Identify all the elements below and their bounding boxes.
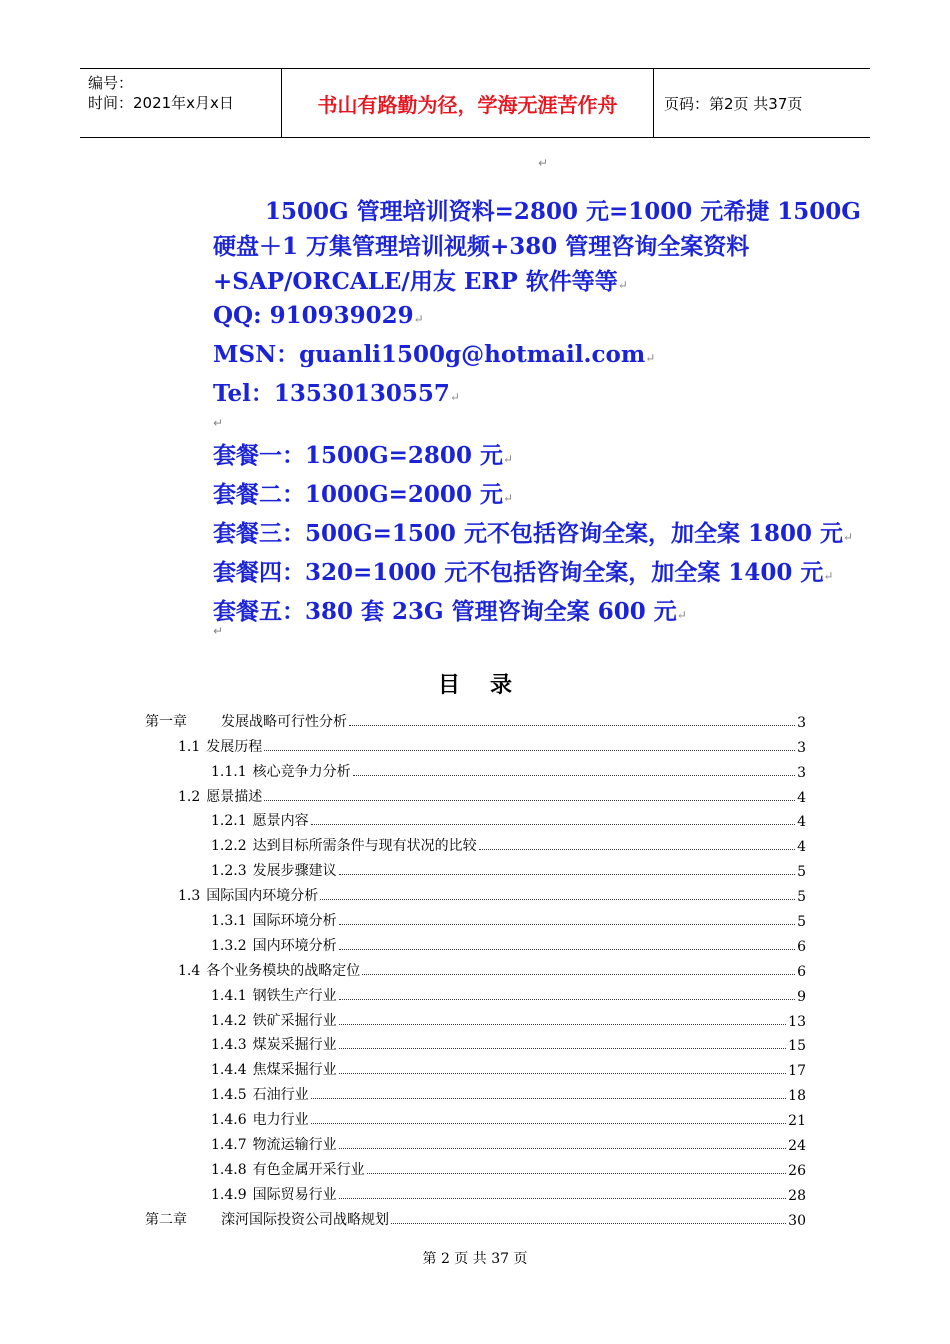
toc-entry-page: 5 [797,889,806,906]
toc-dot-leader [349,724,795,726]
toc-entry-title: 发展战略可行性分析 [221,713,347,730]
toc-entry[interactable] [145,1079,806,1104]
toc-entry[interactable] [145,806,806,831]
toc-entry-title: 焦煤采掘行业 [252,1062,337,1079]
header-number-label: 编号： [88,74,134,92]
toc-entry-title: 电力行业 [252,1112,309,1129]
toc-entry[interactable] [145,706,806,731]
toc-entry-page: 30 [788,1212,806,1229]
toc-entry[interactable] [145,1030,806,1055]
toc-entry[interactable] [145,1005,806,1030]
toc-entry-number: 1.4.7 [211,1137,247,1154]
toc-entry-label [145,860,337,880]
paragraph-mark: ↵ [502,491,514,505]
promo-tel [213,376,873,415]
toc-entry[interactable] [145,1054,806,1079]
toc-entry-page: 4 [797,814,806,831]
paragraph-mark: ↵ [617,278,628,292]
paragraph-mark: ↵ [502,452,514,466]
toc-entry-page: 18 [788,1088,806,1105]
toc-entry[interactable] [145,855,806,880]
toc-entry-number: 1.1.1 [211,763,247,780]
header-motto: 书山有路勤为径，学海无涯苦作舟 [282,69,654,137]
toc-dot-leader [339,948,795,950]
package-item [213,477,873,516]
package-text: 套餐二：1000G=2000 元 [213,481,503,508]
header-meta [80,69,282,137]
header-page-info: 页码：第2页 共37页 [664,94,803,113]
toc-dot-leader [339,873,795,875]
toc-entry-page: 21 [788,1113,806,1130]
toc-entry-number: 第二章 [145,1211,187,1228]
toc-entry-label [145,1159,365,1179]
toc-entry[interactable] [145,731,806,756]
toc-entry-number: 1.4.2 [211,1012,247,1029]
promo-packages [213,438,873,633]
toc-entry-title: 铁矿采掘行业 [252,1012,337,1029]
toc-entry-title: 国际国内环境分析 [206,888,319,905]
promo-qq [213,298,873,337]
toc-entry-page: 6 [797,963,806,980]
toc-dot-leader [320,898,795,900]
toc-entry-label [145,1010,337,1030]
toc-entry-number: 1.4.5 [211,1087,247,1104]
toc-entry[interactable] [145,1204,806,1229]
toc-entry-label [145,1059,337,1079]
toc-entry-label [145,935,337,955]
toc-entry-label [145,885,318,905]
toc-entry-label [145,786,262,806]
toc-entry-number: 1.4.8 [211,1161,247,1178]
toc-entry-title: 石油行业 [252,1087,309,1104]
toc-entry-title: 发展历程 [206,738,263,755]
toc-entry[interactable] [145,1179,806,1204]
toc-entry-page: 3 [797,739,806,756]
toc-entry-title: 国内环境分析 [252,937,337,954]
toc-entry-page: 17 [788,1063,806,1080]
toc-entry-page: 24 [788,1138,806,1155]
promo-contacts [213,298,873,415]
toc-entry-title: 国际贸易行业 [252,1186,337,1203]
toc-entry[interactable] [145,1129,806,1154]
package-text: 套餐五：380 套 23G 管理咨询全案 600 元 [213,598,677,625]
toc-entry-number: 第一章 [145,713,187,730]
toc-entry-number: 1.4.6 [211,1112,247,1129]
toc-dot-leader [264,749,795,751]
toc-entry-label [145,761,351,781]
toc-dot-leader [339,923,795,925]
toc-entry-title: 国际环境分析 [252,913,337,930]
page-header [80,68,870,138]
package-item [213,438,873,477]
toc-dot-leader [362,973,795,975]
toc-dot-leader [311,823,795,825]
toc-dot-leader [479,848,795,850]
toc-entry-number: 1.4 [178,962,201,979]
toc-entry[interactable] [145,905,806,930]
package-text: 套餐一：1500G=2800 元 [213,442,503,469]
toc-entry-number: 1.4.9 [211,1186,247,1203]
paragraph-mark: ↵ [823,569,834,583]
package-text: 套餐四：320=1000 元不包括咨询全案，加全案 1400 元 [213,559,824,586]
toc-dot-leader [339,1147,787,1149]
toc-entry-page: 9 [797,988,806,1005]
toc-entry-page: 5 [797,914,806,931]
toc-entry[interactable] [145,930,806,955]
toc-dot-leader [264,799,795,801]
toc-entry-title: 滦河国际投资公司战略规划 [221,1211,389,1228]
toc-entry-number: 1.4.3 [211,1037,247,1054]
toc-entry-label [145,1209,389,1229]
toc-entry-title: 发展步骤建议 [252,863,337,880]
toc-entry-label [145,1109,309,1129]
toc-entry[interactable] [145,980,806,1005]
toc-entry-title: 煤炭采掘行业 [252,1037,337,1054]
toc-dot-leader [339,1072,787,1074]
toc-entry-title: 达到目标所需条件与现有状况的比较 [252,838,477,855]
toc-entry-title: 各个业务模块的战略定位 [206,962,361,979]
tel-text: Tel：13530130557 [213,380,450,407]
promo-headline-text: 1500G 管理培训资料=2800 元=1000 元希捷 1500G 硬盘＋1 万集管理培训视频+380 管理咨询全案资料+SAP/ORCALE/用友 ERP 软件等等 [213,198,861,295]
package-item [213,594,873,633]
toc-entry-number: 1.2.1 [211,813,247,830]
toc-entry-label [145,985,337,1005]
toc-entry[interactable] [145,756,806,781]
toc-dot-leader [311,1122,787,1124]
toc-entry[interactable] [145,1104,806,1129]
paragraph-mark: ↵ [413,312,424,326]
toc-entry-label [145,711,347,731]
toc-entry-page: 13 [788,1013,806,1030]
paragraph-mark: ↵ [538,156,549,170]
toc-entry-page: 28 [788,1187,806,1204]
header-time-label: 时间：2021年x月x日 [88,94,234,112]
msn-text: MSN：guanli1500g@hotmail.com [213,341,646,368]
toc-entry-number: 1.1 [178,738,201,755]
toc-entry-label [145,1134,337,1154]
toc-entry-page: 3 [797,714,806,731]
toc-entry-title: 有色金属开采行业 [252,1161,365,1178]
toc-entry-number: 1.4.1 [211,987,247,1004]
toc-entry-page: 15 [788,1038,806,1055]
toc-entry-number: 1.3.1 [211,913,247,930]
toc-dot-leader [339,1197,787,1199]
table-of-contents [145,706,806,1229]
package-item [213,555,873,594]
toc-entry-label [145,810,309,830]
toc-dot-leader [339,1023,787,1025]
toc-entry[interactable] [145,781,806,806]
qq-text: QQ: 910939029 [213,302,414,329]
toc-entry-label [145,910,337,930]
toc-entry-title: 核心竞争力分析 [252,763,351,780]
paragraph-mark: ↵ [213,416,224,430]
toc-entry-number: 1.2.3 [211,863,247,880]
paragraph-mark: ↵ [213,624,224,638]
toc-entry-label [145,835,477,855]
toc-entry-page: 26 [788,1162,806,1179]
toc-entry-page: 5 [797,864,806,881]
paragraph-mark: ↵ [449,390,460,404]
toc-entry-title: 愿景内容 [252,813,309,830]
toc-entry-title: 愿景描述 [206,788,263,805]
toc-entry-label [145,960,360,980]
toc-entry-page: 3 [797,764,806,781]
toc-entry-label [145,1184,337,1204]
paragraph-mark: ↵ [645,351,656,365]
toc-entry[interactable] [145,880,806,905]
promo-msn [213,337,873,376]
toc-entry-label [145,1034,337,1054]
toc-entry-label [145,736,262,756]
package-text: 套餐三：500G=1500 元不包括咨询全案，加全案 1800 元 [213,520,843,547]
toc-entry[interactable] [145,955,806,980]
toc-entry-number: 1.2.2 [211,838,247,855]
toc-dot-leader [339,1047,787,1049]
toc-entry-number: 1.4.4 [211,1062,247,1079]
toc-entry-page: 6 [797,938,806,955]
promo-headline [213,194,873,303]
page-footer: 第 2 页 共 37 页 [422,1251,528,1267]
toc-dot-leader [353,774,795,776]
toc-entry[interactable] [145,1154,806,1179]
toc-title: 目录 [437,672,542,698]
toc-entry-number: 1.3.2 [211,937,247,954]
toc-dot-leader [391,1222,786,1224]
toc-entry-number: 1.3 [178,888,201,905]
toc-entry-label [145,1084,309,1104]
package-item [213,516,873,555]
toc-entry-number: 1.2 [178,788,201,805]
toc-dot-leader [367,1172,787,1174]
paragraph-mark: ↵ [676,608,687,622]
toc-entry-title: 钢铁生产行业 [252,987,337,1004]
toc-entry[interactable] [145,830,806,855]
toc-entry-page: 4 [797,789,806,806]
toc-dot-leader [339,998,795,1000]
toc-dot-leader [311,1097,787,1099]
toc-entry-page: 4 [797,839,806,856]
paragraph-mark: ↵ [842,530,854,544]
toc-entry-title: 物流运输行业 [252,1137,337,1154]
